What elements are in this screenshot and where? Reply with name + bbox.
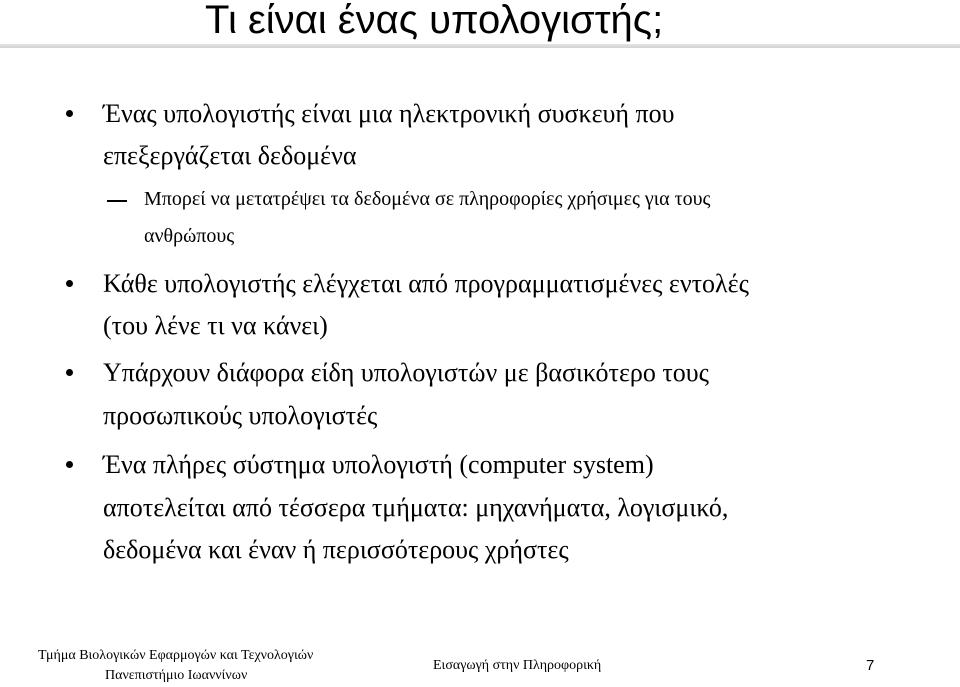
sub-bullet-line-2: ανθρώπους	[144, 225, 235, 247]
title-divider	[0, 44, 960, 48]
bullet-1-line-1: Ένας υπολογιστής είναι μια ηλεκτρονική συσκευή που	[103, 99, 675, 128]
bullet-4-line-2: αποτελείται από τέσσερα τμήματα: μηχανήματα, λογισμικό,	[103, 493, 729, 522]
bullet-1-line-2: επεξεργάζεται δεδομένα	[103, 141, 357, 170]
bullet-4-line-3: δεδομένα και έναν ή περισσότερους χρήστες	[103, 535, 569, 564]
page-number: 7	[866, 657, 875, 674]
footer-course: Εισαγωγή στην Πληροφορική	[433, 658, 602, 673]
bullet-marker	[66, 461, 73, 468]
sub-bullet-marker	[107, 200, 127, 202]
bullet-marker	[66, 280, 73, 287]
bullet-2-line-2: (του λένε τι να κάνει)	[103, 311, 328, 340]
bullet-marker	[66, 369, 73, 376]
bullet-4-line-1: Ένα πλήρες σύστημα υπολογιστή (computer system)	[103, 450, 654, 479]
bullet-2-line-1: Κάθε υπολογιστής ελέγχεται από προγραμματισμένες εντολές	[103, 269, 749, 298]
slide-title: Τι είναι ένας υπολογιστής;	[205, 0, 664, 42]
sub-bullet-line-1: Μπορεί να μετατρέψει τα δεδομένα σε πληροφορίες χρήσιμες για τους	[144, 188, 711, 210]
bullet-3-line-1: Υπάρχουν διάφορα είδη υπολογιστών με βασικότερο τους	[103, 358, 709, 387]
bullet-3-line-2: προσωπικούς υπολογιστές	[103, 401, 378, 430]
bullet-marker	[66, 110, 73, 117]
footer-university: Πανεπιστήμιο Ιωαννίνων	[105, 668, 248, 683]
footer-department: Τμήμα Βιολογικών Εφαρμογών και Τεχνολογιών	[38, 648, 314, 663]
